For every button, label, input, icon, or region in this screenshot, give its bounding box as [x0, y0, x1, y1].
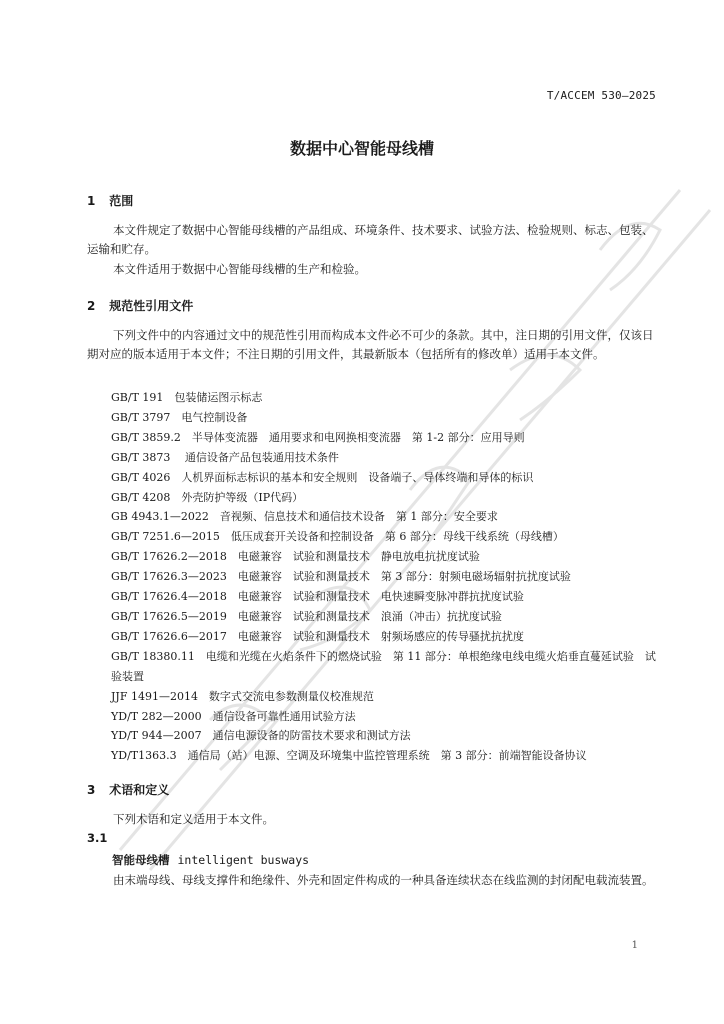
reference-item: GB/T 3859.2 半导体变流器 通用要求和电网换相变流器 第 1-2 部分：应用导则: [111, 430, 525, 444]
reference-item: YD/T 944—2007 通信电源设备的防雷技术要求和测试方法: [111, 729, 411, 743]
reference-item: GB/T 17626.2—2018 电磁兼容 试验和测量技术 静电放电抗扰度试验: [111, 550, 480, 564]
paragraph: 下列文件中的内容通过文中的规范性引用而构成本文件必不可少的条款。其中，注日期的引用文件，仅该日期对应的版本适用于本文件；不注日期的引用文件，其最新版本（包括所有的修改单）适用于本文件。: [87, 328, 654, 361]
paragraph: 下列术语和定义适用于本文件。: [113, 812, 274, 826]
reference-item: GB/T 17626.5—2019 电磁兼容 试验和测量技术 浪涌（冲击）抗扰度试验: [111, 609, 502, 623]
reference-item: GB/T 17626.3—2023 电磁兼容 试验和测量技术 第 3 部分：射频电磁场辐射抗扰度试验: [111, 570, 571, 584]
section-number: 2: [87, 299, 96, 313]
reference-item: GB 4943.1—2022 音视频、信息技术和通信技术设备 第 1 部分：安全要求: [111, 510, 498, 524]
paragraph: 本文件适用于数据中心智能母线槽的生产和检验。: [113, 262, 366, 276]
reference-item: GB/T 4026 人机界面标志标识的基本和安全规则 设备端子、导体终端和导体的标识: [111, 470, 534, 484]
section-title: 范围: [109, 194, 134, 208]
term-chinese: 智能母线槽: [112, 853, 170, 867]
reference-item: YD/T1363.3 通信局（站）电源、空调及环境集中监控管理系统 第 3 部分：前端智能设备协议: [111, 749, 587, 763]
reference-item: GB/T 4208 外壳防护等级（IP代码）: [111, 490, 304, 504]
term-entry: [112, 852, 309, 868]
reference-item: GB/T 191 包装储运图示标志: [111, 391, 263, 404]
section-number: 3: [87, 783, 96, 797]
page-number: 1: [631, 940, 638, 951]
reference-item: GB/T 3873 通信设备产品包装通用技术条件: [111, 450, 339, 464]
reference-item: GB/T 3797 电气控制设备: [111, 410, 248, 424]
reference-item: GB/T 17626.6—2017 电磁兼容 试验和测量技术 射频场感应的传导骚扰抗扰度: [111, 629, 524, 643]
term-english: intelligent busways: [177, 853, 310, 867]
section-heading-terms-definitions: [87, 781, 169, 798]
section-number: 1: [87, 194, 96, 208]
standard-id: T/ACCEM 530—2025: [546, 89, 656, 102]
document-title: 数据中心智能母线槽: [289, 139, 434, 158]
reference-item: YD/T 282—2000 通信设备可靠性通用试验方法: [111, 709, 356, 723]
paragraph: 本文件规定了数据中心智能母线槽的产品组成、环境条件、技术要求、试验方法、检验规则、标志、包装、运输和贮存。: [87, 223, 654, 256]
reference-item: GB/T 17626.4—2018 电磁兼容 试验和测量技术 电快速瞬变脉冲群抗扰度试验: [111, 590, 524, 604]
reference-list: [111, 388, 659, 766]
term-definition: 由末端母线、母线支撑件和绝缘件、外壳和固定件构成的一种具备连续状态在线监测的封闭配电载流装置。: [113, 873, 654, 887]
reference-item: JJF 1491—2014 数字式交流电参数测量仪校准规范: [111, 689, 374, 703]
section-heading-normative-references: [87, 297, 193, 314]
section-title: 规范性引用文件: [109, 299, 194, 313]
section-title: 术语和定义: [109, 783, 170, 797]
reference-item: GB/T 7251.6—2015 低压成套开关设备和控制设备 第 6 部分：母线干线系统（母线槽）: [111, 530, 564, 544]
term-number: 3.1: [87, 831, 108, 845]
section-heading-scope: [87, 192, 133, 209]
reference-item: GB/T 18380.11 电缆和光缆在火焰条件下的燃烧试验 第 11 部分：单根绝缘电线电缆火焰垂直蔓延试验 试验装置: [111, 649, 656, 683]
